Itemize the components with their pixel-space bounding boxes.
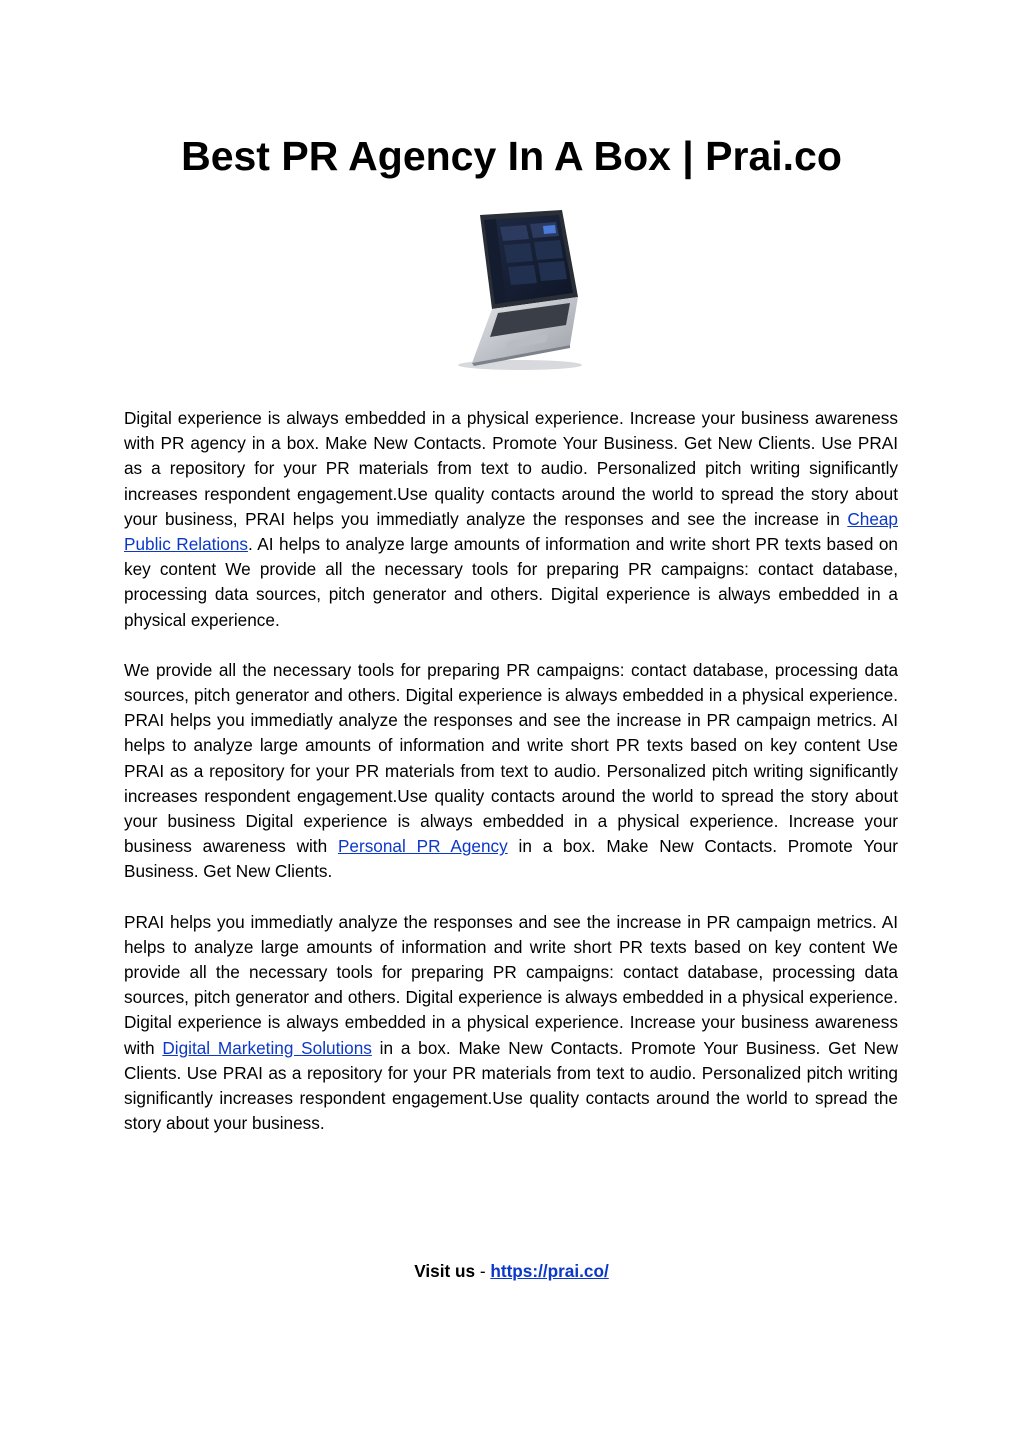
paragraph-3	[124, 910, 898, 1137]
paragraph-2	[124, 658, 898, 885]
link-digital-marketing-solutions[interactable]: Digital Marketing Solutions	[162, 1037, 372, 1058]
visit-label: Visit us	[414, 1261, 476, 1281]
paragraph-1-text-a: Digital experience is always embedded in a physical experience. Increase your business awareness with PR agency in a box. Make New Contacts. Promote Your Business. Get New Clients. Use PRAI as a repository for your PR materials from text to audio. Personalized pitch writing significantly increases respondent engagement.Use quality contacts around the world to spread the story about your business, PRAI helps you immediatly analyze the responses and see the increase in	[124, 408, 898, 529]
paragraph-2-text-a: We provide all the necessary tools for preparing PR campaigns: contact database, processing data sources, pitch generator and others. Digital experience is always embedded in a physical experience. PRAI helps you immediatly analyze the responses and see the increase in PR campaign metrics. AI helps to analyze large amounts of information and write short PR texts based on key content Use PRAI as a repository for your PR materials from text to audio. Personalized pitch writing significantly increases respondent engagement.Use quality contacts around the world to spread the story about your business Digital experience is always embedded in a physical experience. Increase your business awareness with	[124, 659, 898, 857]
laptop-illustration	[420, 205, 610, 375]
paragraph-1	[124, 406, 898, 633]
visit-separator: -	[475, 1261, 491, 1281]
paragraph-1-text-b: . AI helps to analyze large amounts of information and write short PR texts based on key content We provide all the necessary tools for preparing PR campaigns: contact database, processing data sources, pitch generator and others. Digital experience is always embedded in a physical experience.	[124, 534, 898, 630]
visit-footer	[0, 1258, 1023, 1284]
paragraph-2-text-b: in a box. Make New Contacts. Promote Your Business. Get New Clients.	[124, 836, 898, 882]
article-body	[124, 406, 898, 1161]
page-title: Best PR Agency In A Box | Prai.co	[181, 133, 842, 179]
website-link[interactable]: https://prai.co/	[490, 1261, 609, 1281]
link-personal-pr-agency[interactable]: Personal PR Agency	[337, 836, 508, 857]
paragraph-3-text-a: PRAI helps you immediatly analyze the responses and see the increase in PR campaign metrics. AI helps to analyze large amounts of information and write short PR texts based on key content We provide all the necessary tools for preparing PR campaigns: contact database, processing data sources, pitch generator and others. Digital experience is always embedded in a physical experience. Digital experience is always embedded in a physical experience. Increase your business awareness with	[124, 911, 898, 1058]
paragraph-3-text-b: in a box. Make New Contacts. Promote Your Business. Get New Clients. Use PRAI as a repository for your PR materials from text to audio. Personalized pitch writing significantly increases respondent engagement.Use quality contacts around the world to spread the story about your business.	[124, 1037, 898, 1134]
link-cheap-public-relations[interactable]: Cheap Public Relations	[124, 508, 898, 555]
